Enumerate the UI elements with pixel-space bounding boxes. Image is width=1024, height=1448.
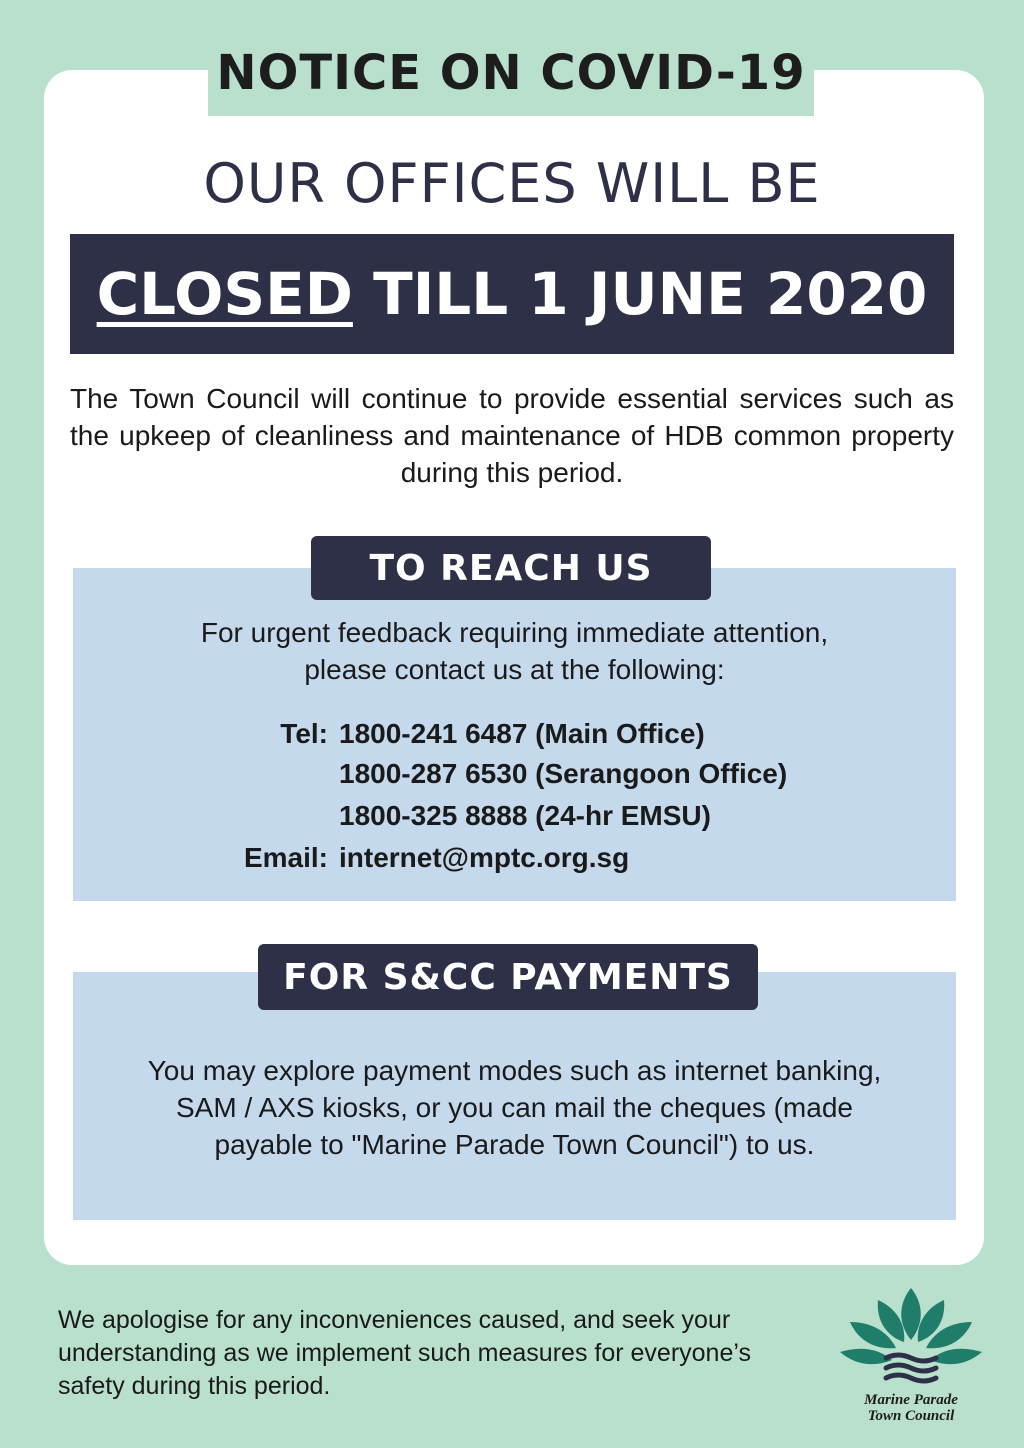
intro-paragraph: The Town Council will continue to provide essential services such as the upkeep of cleanliness and maintenance of HDB common property during this period. <box>70 383 954 488</box>
payments-text-line-2: SAM / AXS kiosks, or you can mail the cheques (made <box>176 1092 853 1123</box>
reach-us-text <box>73 614 956 688</box>
footer-line-2: understanding as we implement such measures for everyone’s <box>58 1339 751 1367</box>
tel-emsu[interactable]: 1800-325 8888 (24-hr EMSU) <box>339 800 711 831</box>
tel-serangoon-office[interactable]: 1800-287 6530 (Serangoon Office) <box>339 758 788 789</box>
payments-text-line-3: payable to "Marine Parade Town Council") to us. <box>214 1129 815 1160</box>
tel-label: Tel: <box>280 718 328 749</box>
reach-text-line-1: For urgent feedback requiring immediate attention, <box>200 617 829 648</box>
email-label: Email: <box>243 842 328 873</box>
tel-main-office[interactable]: 1800-241 6487 (Main Office) <box>339 718 705 749</box>
payments-text <box>73 1052 956 1163</box>
notice-title: NOTICE ON COVID-19 <box>208 30 814 116</box>
closed-word: CLOSED <box>96 260 353 328</box>
payments-text-line-1: You may explore payment modes such as internet banking, <box>147 1055 882 1086</box>
email-link[interactable]: internet@mptc.org.sg <box>339 842 630 873</box>
reach-text-line-2: please contact us at the following: <box>304 654 725 685</box>
payments-heading: FOR S&CC PAYMENTS <box>258 944 758 1010</box>
closed-spacer <box>353 260 373 328</box>
logo-line-2: Town Council <box>867 1408 955 1424</box>
footer-apology <box>58 1304 828 1403</box>
logo-caption <box>830 1392 992 1424</box>
footer-line-1: We apologise for any inconveniences caused, and seek your <box>58 1306 731 1334</box>
reach-us-heading: TO REACH US <box>311 536 711 600</box>
offices-subtitle: OUR OFFICES WILL BE <box>203 152 821 215</box>
logo-line-1: Marine Parade <box>864 1392 958 1408</box>
closed-banner <box>70 234 954 354</box>
closed-date: TILL 1 JUNE 2020 <box>373 260 928 328</box>
footer-line-3: safety during this period. <box>58 1372 331 1400</box>
